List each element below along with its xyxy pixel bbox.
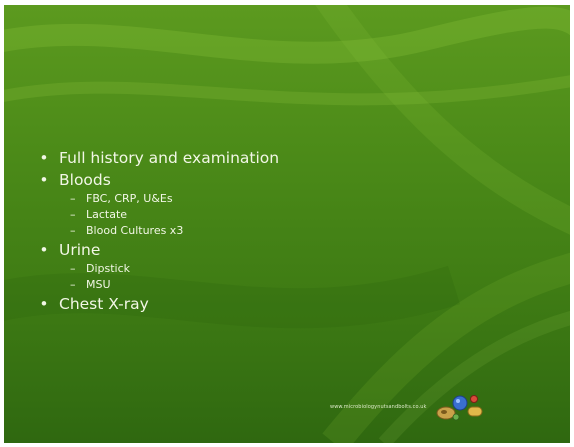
bullet-item xyxy=(37,169,279,191)
bullet-dot: • xyxy=(39,149,49,167)
bullet-text: Full history and examination xyxy=(59,149,280,167)
sub-bullet-text: Blood Cultures x3 xyxy=(86,224,184,237)
bullet-text: Urine xyxy=(59,241,101,259)
slide-footer xyxy=(330,391,490,423)
bullet-dot: • xyxy=(39,171,49,189)
bullet-list xyxy=(37,147,279,315)
bullet-dot: • xyxy=(39,295,49,313)
bullet-dot: • xyxy=(39,241,49,259)
bullet-text: Bloods xyxy=(59,171,111,189)
bullet-text: Chest X-ray xyxy=(59,295,149,313)
sub-bullet-dash: – xyxy=(70,278,76,291)
sub-bullet-text: MSU xyxy=(86,278,111,291)
presentation-slide xyxy=(4,5,570,443)
sub-bullet-text: FBC, CRP, U&Es xyxy=(86,192,173,205)
microbe-logo-icon xyxy=(432,391,490,423)
sub-bullet-item xyxy=(37,191,279,207)
sub-bullet-dash: – xyxy=(70,208,76,221)
sub-bullet-text: Lactate xyxy=(86,208,128,221)
sub-bullet-text: Dipstick xyxy=(86,262,131,275)
bullet-item xyxy=(37,239,279,261)
sub-bullet-dash: – xyxy=(70,192,76,205)
sub-bullet-dash: – xyxy=(70,262,76,275)
sub-bullet-item xyxy=(37,223,279,239)
sub-bullet-item xyxy=(37,207,279,223)
sub-bullet-item xyxy=(37,261,279,277)
footer-website-url: www.microbiologynutsandbolts.co.uk xyxy=(330,404,427,410)
sub-bullet-item xyxy=(37,277,279,293)
sub-bullet-dash: – xyxy=(70,224,76,237)
bullet-item xyxy=(37,147,279,169)
bullet-item xyxy=(37,293,279,315)
